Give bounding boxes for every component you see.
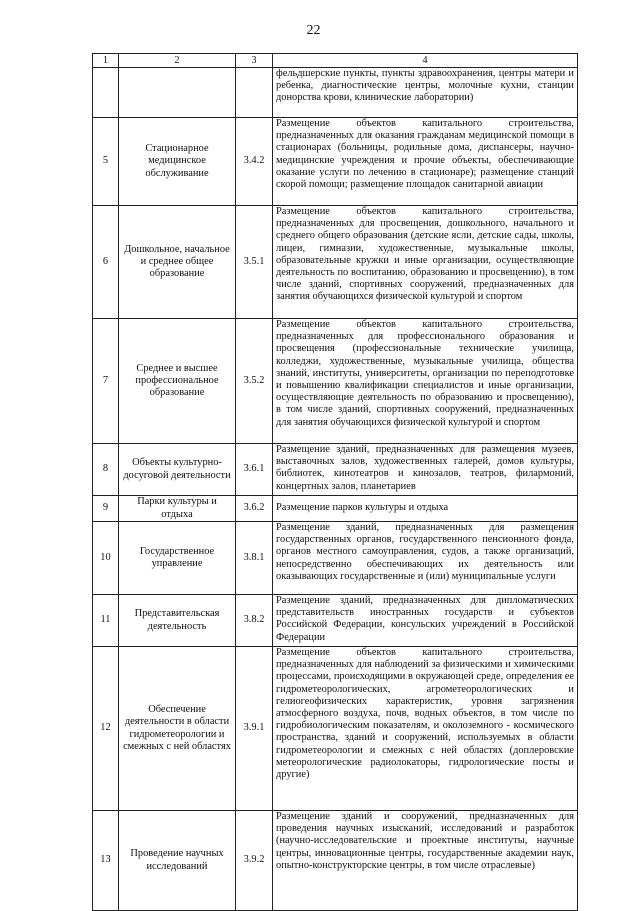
row-code: 3.6.2: [236, 496, 273, 522]
row-name: Представительская деятельность: [119, 595, 236, 647]
row-code: 3.9.1: [236, 647, 273, 811]
row-name: Обеспечение деятельности в области гидрометеорологии и смежных с ней областях: [119, 647, 236, 811]
header-cell: 2: [119, 54, 236, 68]
row-code: 3.5.2: [236, 319, 273, 444]
row-number: 9: [93, 496, 119, 522]
row-description: Размещение объектов капитального строительства, предназначенных для профессионального образования и просвещения (профессиональные технические училища, колледжи, художественные, музыкальные училища, общества знаний, институты, университеты, организации по переподготовке и повышению квалификации специалистов и иные организации, осуществляющие деятельность по образованию и просвещению), в том числе зданий, спортивных сооружений, предназначенных для занятия обучающихся физической культурой и спортом: [273, 319, 578, 444]
row-code: 3.9.2: [236, 811, 273, 911]
row-description: Размещение зданий, предназначенных для размещения государственных органов, государственного пенсионного фонда, органов местного самоуправления, судов, а также организаций, непосредственно обеспечивающих их деятельность или оказывающих государственные и (или) муниципальные услуги: [273, 522, 578, 595]
table-row: [93, 444, 578, 496]
row-number: 5: [93, 118, 119, 206]
table-row: [93, 68, 578, 118]
row-code: 3.8.1: [236, 522, 273, 595]
row-name: Парки культуры и отдыха: [119, 496, 236, 522]
header-cell: 3: [236, 54, 273, 68]
row-number: 7: [93, 319, 119, 444]
row-description: Размещение зданий и сооружений, предназначенных для проведения научных изысканий, исследований и разработок (научно-исследовательские и проектные институты, научные центры, инновационные центры, государственные академии наук, опытно-конструкторские центры, в том числе отраслевые): [273, 811, 578, 911]
row-name: Стационарное медицинское обслуживание: [119, 118, 236, 206]
table-row: [93, 319, 578, 444]
header-cell: 1: [93, 54, 119, 68]
row-description: Размещение объектов капитального строительства, предназначенных для просвещения, дошкольного, начального и среднего общего образования (детские ясли, детские сады, школы, лицеи, гимназии, художественные, музыкальные школы, образовательные кружки и иные организации, осуществляющие деятельность по воспитанию, образованию и просвещению), в том числе зданий, спортивных сооружений, предназначенных для занятия обучающихся физической культурой и спортом: [273, 206, 578, 319]
table-header-row: [93, 54, 578, 68]
header-cell: 4: [273, 54, 578, 68]
row-number: [93, 68, 119, 118]
page-number: 22: [306, 23, 321, 38]
row-name: Объекты культурно-досуговой деятельности: [119, 444, 236, 496]
table-row: [93, 206, 578, 319]
table-row: [93, 811, 578, 911]
row-number: 8: [93, 444, 119, 496]
row-description: Размещение зданий, предназначенных для размещения музеев, выставочных залов, художественных галерей, домов культуры, библиотек, кинотеатров и кинозалов, театров, филармоний, концертных залов, планетариев: [273, 444, 578, 496]
table-row: [93, 522, 578, 595]
row-code: [236, 68, 273, 118]
row-name: [119, 68, 236, 118]
row-name: Среднее и высшее профессиональное образование: [119, 319, 236, 444]
row-code: 3.8.2: [236, 595, 273, 647]
row-code: 3.4.2: [236, 118, 273, 206]
table-row: [93, 118, 578, 206]
row-name: Государственное управление: [119, 522, 236, 595]
table-row: [93, 647, 578, 811]
row-description: Размещение зданий, предназначенных для дипломатических представительств иностранных государств и субъектов Российской Федерации, консульских учреждений в Российской Федерации: [273, 595, 578, 647]
row-code: 3.5.1: [236, 206, 273, 319]
row-description: Размещение объектов капитального строительства, предназначенных для оказания гражданам медицинской помощи в стационарах (больницы, родильные дома, диспансеры, научно-медицинские учреждения и прочие объекты, обеспечивающие оказание услуги по лечению в стационаре); размещение станций скорой помощи; размещение площадок санитарной авиации: [273, 118, 578, 206]
row-number: 12: [93, 647, 119, 811]
row-code: 3.6.1: [236, 444, 273, 496]
row-number: 6: [93, 206, 119, 319]
land-use-table: [92, 53, 578, 911]
row-description: Размещение парков культуры и отдыха: [273, 496, 578, 522]
row-number: 11: [93, 595, 119, 647]
row-number: 10: [93, 522, 119, 595]
row-name: Проведение научных исследований: [119, 811, 236, 911]
row-description: фельдшерские пункты, пункты здравоохранения, центры матери и ребенка, диагностические центры, молочные кухни, станции донорства крови, клинические лаборатории): [273, 68, 578, 118]
table-row: [93, 595, 578, 647]
row-name: Дошкольное, начальное и среднее общее образование: [119, 206, 236, 319]
row-number: 13: [93, 811, 119, 911]
row-description: Размещение объектов капитального строительства, предназначенных для наблюдений за физическими и химическими процессами, происходящими в окружающей среде, определения ее гидрометеорологических, агрометеорологических и гелиогеофизических характеристик, уровня загрязнения атмосферного воздуха, почв, водных объектов, в том числе по гидробиологическим показателям, и околоземного - космического пространства, зданий и сооружений, используемых в области гидрометеорологии и смежных с ней областях (доплеровские метеорологические радиолокаторы, гидрологические посты и другие): [273, 647, 578, 811]
table-row: [93, 496, 578, 522]
